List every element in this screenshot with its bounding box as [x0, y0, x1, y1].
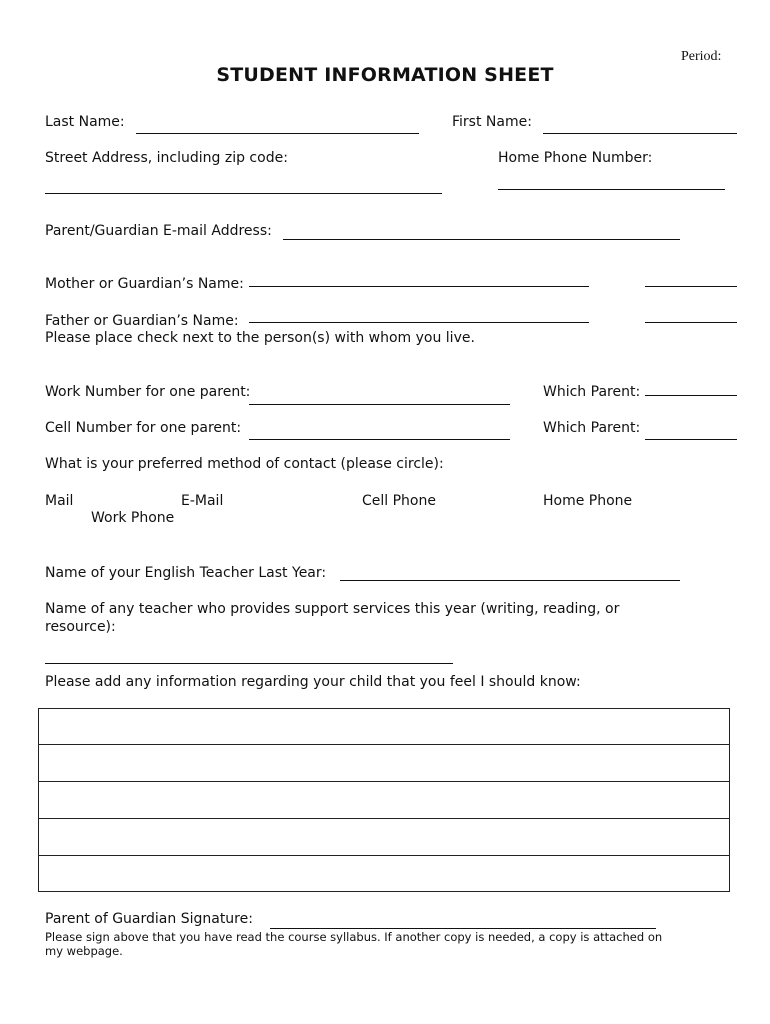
last-name-label: Last Name:	[45, 114, 125, 130]
check-instruction: Please place check next to the person(s) with whom you live.	[45, 330, 475, 346]
mother-name-label: Mother or Guardian’s Name:	[45, 276, 244, 292]
cell-which-parent-label: Which Parent:	[543, 420, 641, 436]
parent-email-field[interactable]	[283, 239, 680, 240]
cell-number-field[interactable]	[249, 439, 510, 440]
contact-option-cell-phone[interactable]: Cell Phone	[362, 493, 436, 509]
footnote-line-2: my webpage.	[45, 944, 123, 958]
english-teacher-label: Name of your English Teacher Last Year:	[45, 565, 327, 581]
footnote-line-1: Please sign above that you have read the course syllabus. If another copy is needed, a copy is attached on	[45, 930, 663, 944]
work-which-parent-field[interactable]	[645, 395, 737, 396]
english-teacher-field[interactable]	[340, 580, 680, 581]
page-title: STUDENT INFORMATION SHEET	[216, 64, 554, 86]
contact-option-mail[interactable]: Mail	[45, 493, 74, 509]
contact-option-work-phone[interactable]: Work Phone	[91, 510, 175, 526]
father-check-field[interactable]	[645, 322, 737, 323]
support-teacher-label-line2: resource):	[45, 619, 116, 635]
work-number-field[interactable]	[249, 404, 510, 405]
contact-option-email[interactable]: E-Mail	[181, 493, 224, 509]
cell-which-parent-field[interactable]	[645, 439, 737, 440]
preferred-contact-label: What is your preferred method of contact (please circle):	[45, 456, 444, 472]
first-name-field[interactable]	[543, 133, 737, 134]
father-name-label: Father or Guardian’s Name:	[45, 313, 239, 329]
support-teacher-field[interactable]	[45, 663, 453, 664]
mother-check-field[interactable]	[645, 286, 737, 287]
info-box-row-2[interactable]	[38, 744, 730, 782]
parent-email-label: Parent/Guardian E-mail Address:	[45, 223, 272, 239]
signature-field[interactable]	[270, 928, 656, 929]
info-box-row-4[interactable]	[38, 818, 730, 856]
work-number-label: Work Number for one parent:	[45, 384, 251, 400]
info-box-row-1[interactable]	[38, 708, 730, 745]
contact-option-home-phone[interactable]: Home Phone	[543, 493, 633, 509]
street-address-field[interactable]	[45, 193, 442, 194]
father-name-field[interactable]	[249, 322, 589, 323]
mother-name-field[interactable]	[249, 286, 589, 287]
support-teacher-label-line1: Name of any teacher who provides support services this year (writing, reading, or	[45, 601, 620, 617]
home-phone-label: Home Phone Number:	[498, 150, 653, 166]
home-phone-field[interactable]	[498, 189, 725, 190]
additional-info-label: Please add any information regarding your child that you feel I should know:	[45, 674, 581, 690]
first-name-label: First Name:	[452, 114, 532, 130]
info-box-row-3[interactable]	[38, 781, 730, 819]
last-name-field[interactable]	[136, 133, 419, 134]
period-label: Period:	[681, 49, 722, 64]
work-which-parent-label: Which Parent:	[543, 384, 641, 400]
signature-label: Parent of Guardian Signature:	[45, 911, 253, 927]
street-address-label: Street Address, including zip code:	[45, 150, 288, 166]
info-box-row-5[interactable]	[38, 855, 730, 892]
cell-number-label: Cell Number for one parent:	[45, 420, 242, 436]
